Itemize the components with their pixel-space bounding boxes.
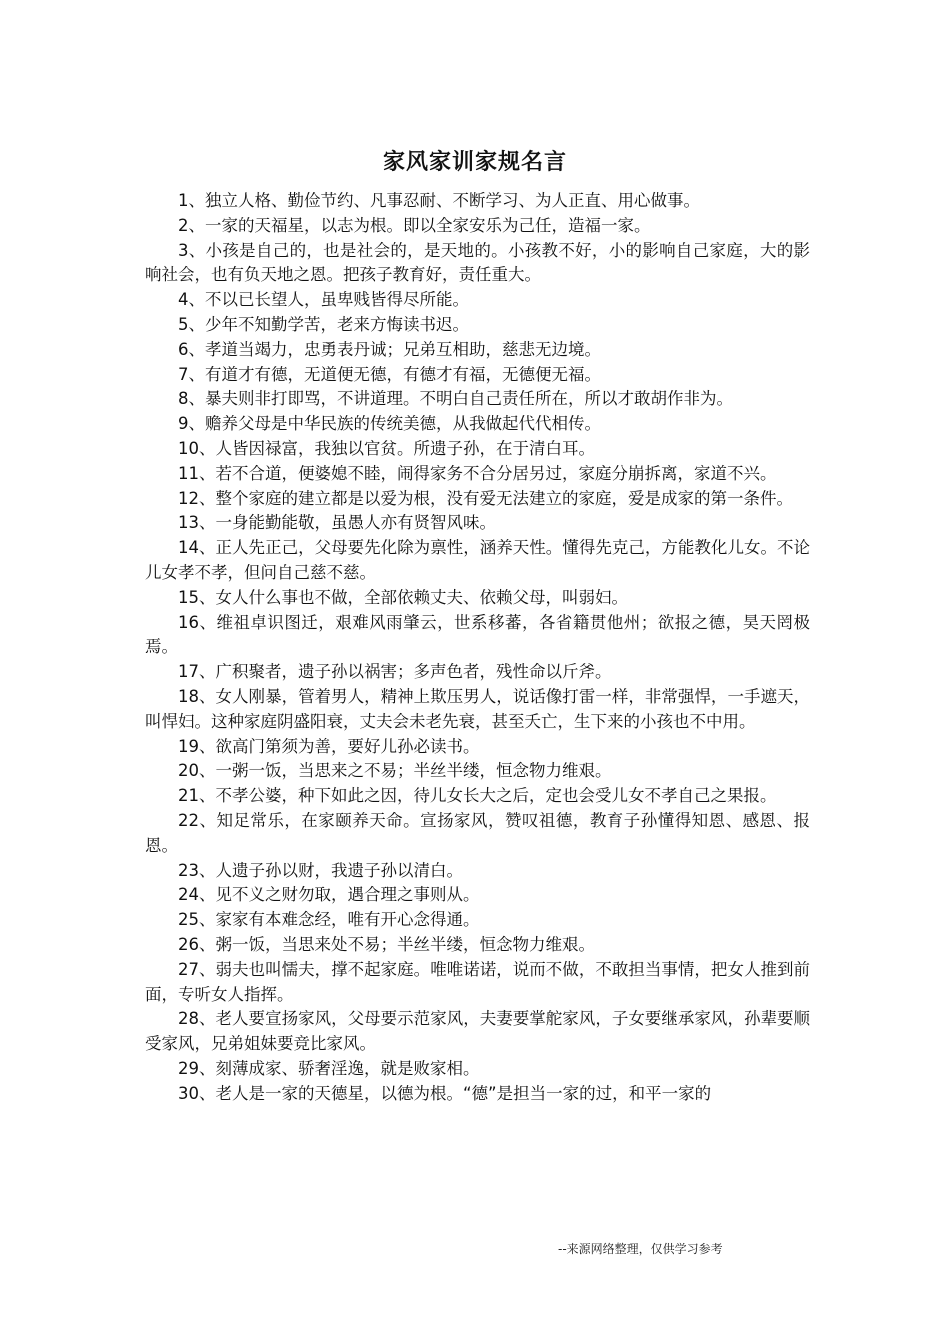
list-item: 17、广积聚者，遗子孙以祸害；多声色者，残性命以斤斧。	[178, 662, 612, 682]
list-item: 18、女人刚暴，管着男人，精神上欺压男人，说话像打雷一样，非常强悍，一手遮天，叫悍妇。这种家庭阴盛阳衰，丈夫会未老先衰，甚至夭亡，生下来的小孩也不中用。	[145, 686, 810, 731]
list-item: 12、整个家庭的建立都是以爱为根，没有爱无法建立的家庭，爱是成家的第一条件。	[178, 488, 793, 508]
list-item: 9、赡养父母是中华民族的传统美德，从我做起代代相传。	[178, 414, 601, 434]
list-item: 28、老人要宣扬家风，父母要示范家风，夫妻要掌舵家风，子女要继承家风，孙辈要顺受家风，兄弟姐妹要竞比家风。	[145, 1009, 810, 1054]
list-item: 11、若不合道，便婆媳不睦，闹得家务不合分居另过，家庭分崩拆离，家道不兴。	[178, 463, 777, 483]
list-item: 29、刻薄成家、骄奢淫逸，就是败家相。	[178, 1058, 480, 1078]
list-item: 13、一身能勤能敬，虽愚人亦有贤智风味。	[178, 513, 496, 533]
document-body	[145, 189, 810, 1106]
list-item: 14、正人先正己，父母要先化除为禀性，涵养天性。懂得先克己，方能教化儿女。不论儿女孝不孝，但问自己慈不慈。	[145, 538, 810, 582]
list-item: 25、家家有本难念经，唯有开心念得通。	[178, 910, 480, 930]
list-item: 16、维祖卓识图迁，艰难风雨肇云，世系移蕃，各省籍贯他州；欲报之德，昊天罔极焉。	[145, 612, 810, 657]
list-item: 8、暴夫则非打即骂，不讲道理。不明白自己责任所在，所以才敢胡作非为。	[178, 389, 733, 409]
list-item: 4、不以已长望人，虽卑贱皆得尽所能。	[178, 290, 469, 310]
list-item: 10、人皆因禄富，我独以官贫。所遗子孙，在于清白耳。	[178, 438, 595, 458]
list-item: 22、知足常乐，在家颐养天命。宣扬家风，赞叹祖德，教育子孙懂得知恩、感恩、报恩。	[145, 810, 810, 855]
list-item: 3、小孩是自己的，也是社会的，是天地的。小孩教不好，小的影响自己家庭，大的影响社会，也有负天地之恩。把孩子教育好，责任重大。	[145, 240, 810, 285]
document-title: 家风家训家规名言	[382, 150, 567, 175]
list-item: 2、一家的天福星，以志为根。即以全家安乐为己任，造福一家。	[178, 215, 651, 235]
list-item: 23、人遗子孙以财，我遗子孙以清白。	[178, 860, 463, 880]
list-item: 6、孝道当竭力，忠勇表丹诚；兄弟互相助，慈悲无边境。	[178, 339, 601, 359]
list-item: 15、女人什么事也不做，全部依赖丈夫、依赖父母，叫弱妇。	[178, 587, 628, 607]
source-footer: --来源网络整理，仅供学习参考	[558, 1242, 723, 1256]
list-item: 27、弱夫也叫懦夫，撑不起家庭。唯唯诺诺，说而不做，不敢担当事情，把女人推到前面，专听女人指挥。	[145, 959, 810, 1004]
list-item: 7、有道才有德，无道便无德，有德才有福，无德便无福。	[178, 364, 601, 384]
list-item: 20、一粥一饭，当思来之不易；半丝半缕，恒念物力维艰。	[178, 761, 612, 781]
list-item: 26、粥一饭，当思来处不易；半丝半缕，恒念物力维艰。	[178, 934, 595, 954]
list-item: 21、不孝公婆，种下如此之因，待儿女长大之后，定也会受儿女不孝自己之果报。	[178, 786, 777, 806]
list-item: 24、见不义之财勿取，遇合理之事则从。	[178, 885, 480, 905]
list-item: 1、独立人格、勤俭节约、凡事忍耐、不断学习、为人正直、用心做事。	[178, 191, 700, 210]
list-item: 5、少年不知勤学苦，老来方悔读书迟。	[178, 314, 469, 334]
list-item: 19、欲高门第须为善，要好儿孙必读书。	[178, 736, 480, 756]
list-item: 30、老人是一家的天德星，以德为根。“德”是担当一家的过，和平一家的	[178, 1083, 712, 1103]
